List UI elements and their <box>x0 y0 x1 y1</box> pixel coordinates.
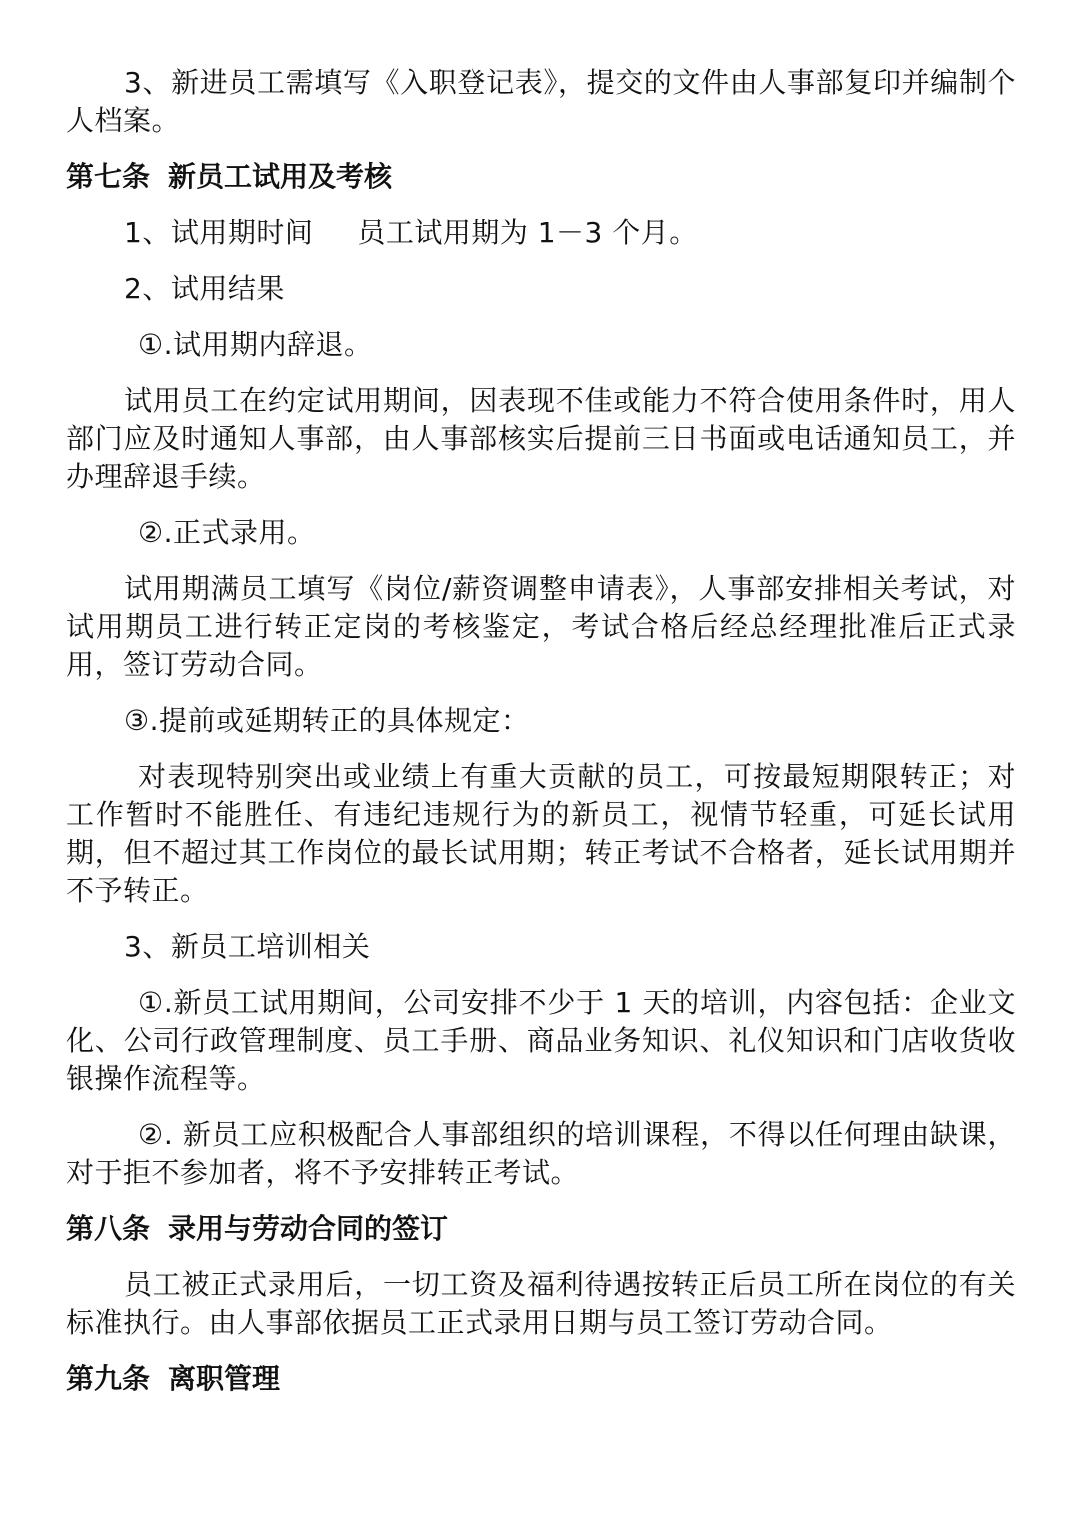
article-9-number: 第九条 <box>66 1362 151 1395</box>
dismissal-title: ①.试用期内辞退。 <box>138 328 373 361</box>
article-8-heading <box>66 1210 1016 1248</box>
training-title: 3、新员工培训相关 <box>124 930 371 963</box>
article-7-title: 新员工试用及考核 <box>168 160 393 193</box>
article-7-heading <box>66 158 1016 196</box>
formal-hire-body: 试用期满员工填写《岗位/薪资调整申请表》，人事部安排相关考试，对试用期员工进行转正定岗的考核鉴定，考试合格后经总经理批准后正式录用，签订劳动合同。 <box>66 572 1016 681</box>
document-page <box>66 64 1016 1416</box>
probation-period-line <box>66 214 1016 252</box>
early-late-confirmation-body: 对表现特别突出或业绩上有重大贡献的员工，可按最短期限转正；对工作暂时不能胜任、有违纪违规行为的新员工，视情节轻重，可延长试用期，但不超过其工作岗位的最长试用期；转正考试不合格者，延长试用期并不予转正。 <box>66 760 1016 907</box>
training-item-2: ②. 新员工应积极配合人事部组织的培训课程，不得以任何理由缺课，对于拒不参加者，将不予安排转正考试。 <box>66 1118 1016 1189</box>
article-8-number: 第八条 <box>66 1212 151 1245</box>
early-late-confirmation-title: ③.提前或延期转正的具体规定： <box>124 704 530 737</box>
contract-body: 员工被正式录用后，一切工资及福利待遇按转正后员工所在岗位的有关标准执行。由人事部依据员工正式录用日期与员工签订劳动合同。 <box>66 1268 1016 1339</box>
formal-hire-title: ②.正式录用。 <box>138 516 316 549</box>
probation-period-value: 员工试用期为 1－3 个月。 <box>357 216 698 249</box>
dismissal-body: 试用员工在约定试用期间，因表现不佳或能力不符合使用条件时，用人部门应及时通知人事部，由人事部核实后提前三日书面或电话通知员工，并办理辞退手续。 <box>66 384 1016 493</box>
training-item-1: ①.新员工试用期间，公司安排不少于 1 天的培训，内容包括：企业文化、公司行政管理制度、员工手册、商品业务知识、礼仪知识和门店收货收银操作流程等。 <box>66 986 1016 1095</box>
probation-result-title: 2、试用结果 <box>124 272 285 305</box>
article-7-number: 第七条 <box>66 160 151 193</box>
article-9-heading <box>66 1360 1016 1398</box>
paragraph-registration: 3、新进员工需填写《入职登记表》，提交的文件由人事部复印并编制个人档案。 <box>66 66 1016 137</box>
probation-period-label: 1、试用期时间 <box>124 216 314 249</box>
article-9-title: 离职管理 <box>168 1362 281 1395</box>
article-8-title: 录用与劳动合同的签订 <box>168 1212 449 1245</box>
